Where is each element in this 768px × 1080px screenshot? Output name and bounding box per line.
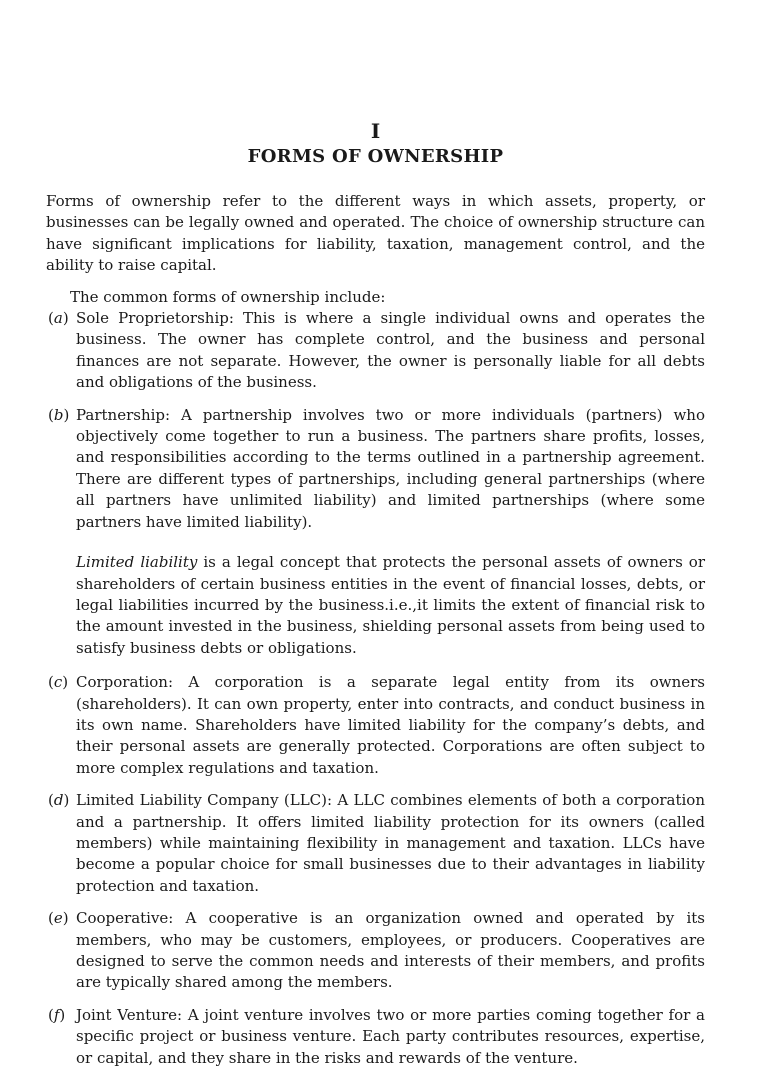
ownership-forms-list-continued <box>46 672 705 1069</box>
list-item-marker: (d) <box>48 791 70 810</box>
list-item-marker: (c) <box>48 673 69 692</box>
list-item-cooperative <box>46 908 705 994</box>
list-item-joint-venture <box>46 1005 705 1069</box>
chapter-number: I <box>370 119 381 143</box>
list-item-llc <box>46 790 705 897</box>
list-item-marker: (f) <box>48 1005 66 1024</box>
chapter-title: FORMS OF OWNERSHIP <box>247 146 504 167</box>
ownership-forms-list <box>46 308 705 533</box>
note-text: is a legal concept that protects the personal assets of owners or shareholders of certain business entities in the event of financial losses, debts, or legal liabilities incurred by the business.i.e.,it limits the extent of financial risk to the amount invested in the business, shielding personal assets from being used to satisfy business debts or obligations. <box>76 553 705 657</box>
list-item-text: Joint Venture: A joint venture involves two or more parties coming together for a specific project or business venture. Each party contributes resources, expertise, or capital, and they share in the risks and rewards of the venture. <box>76 1005 705 1067</box>
list-item-text: Corporation: A corporation is a separate legal entity from its owners (shareholders). It can own property, enter into contracts, and conduct business in its own name. Shareholders have limited liability for the company’s debts, and their personal assets are generally protected. Corporations are often subject to more complex regulations and taxation. <box>76 673 705 777</box>
list-item-marker: (b) <box>48 405 70 424</box>
note-term: Limited liability <box>76 553 198 572</box>
limited-liability-note <box>46 552 705 659</box>
list-item-sole-proprietorship <box>46 308 705 394</box>
list-item-text: Partnership: A partnership involves two or more individuals (partners) who objectively come together to run a business. The partners share profits, losses, and responsibilities according to the terms outlined in a partnership agreement. There are different types of partnerships, including general partnerships (where all partners have unlimited liability) and limited partnerships (where some partners have limited liability). <box>76 405 705 531</box>
list-item-text: Sole Proprietorship: This is where a single individual owns and operates the business. The owner has complete control, and the business and personal finances are not separate. However, the owner is personally liable for all debts and obligations of the business. <box>76 309 705 392</box>
list-item-marker: (a) <box>48 309 69 328</box>
list-item-marker: (e) <box>48 909 69 928</box>
list-item-text: Limited Liability Company (LLC): A LLC combines elements of both a corporation and a partnership. It offers limited liability protection for its owners (called members) while maintaining flexibility in management and taxation. LLCs have become a popular choice for small businesses due to their advantages in liability protection and taxation. <box>76 791 705 895</box>
list-item-text: Cooperative: A cooperative is an organization owned and operated by its members, who may be customers, employees, or producers. Cooperatives are designed to serve the common needs and interests of their members, and profits are typically shared among the members. <box>76 909 705 992</box>
intro-paragraph: Forms of ownership refer to the different ways in which assets, property, or businesses can be legally owned and operated. The choice of ownership structure can have significant implications for liability, taxation, management control, and the ability to raise capital. <box>46 192 705 275</box>
list-item-corporation <box>46 672 705 779</box>
document-page <box>46 118 705 1080</box>
list-lead-in: The common forms of ownership include: <box>70 287 386 306</box>
list-item-partnership <box>46 405 705 533</box>
